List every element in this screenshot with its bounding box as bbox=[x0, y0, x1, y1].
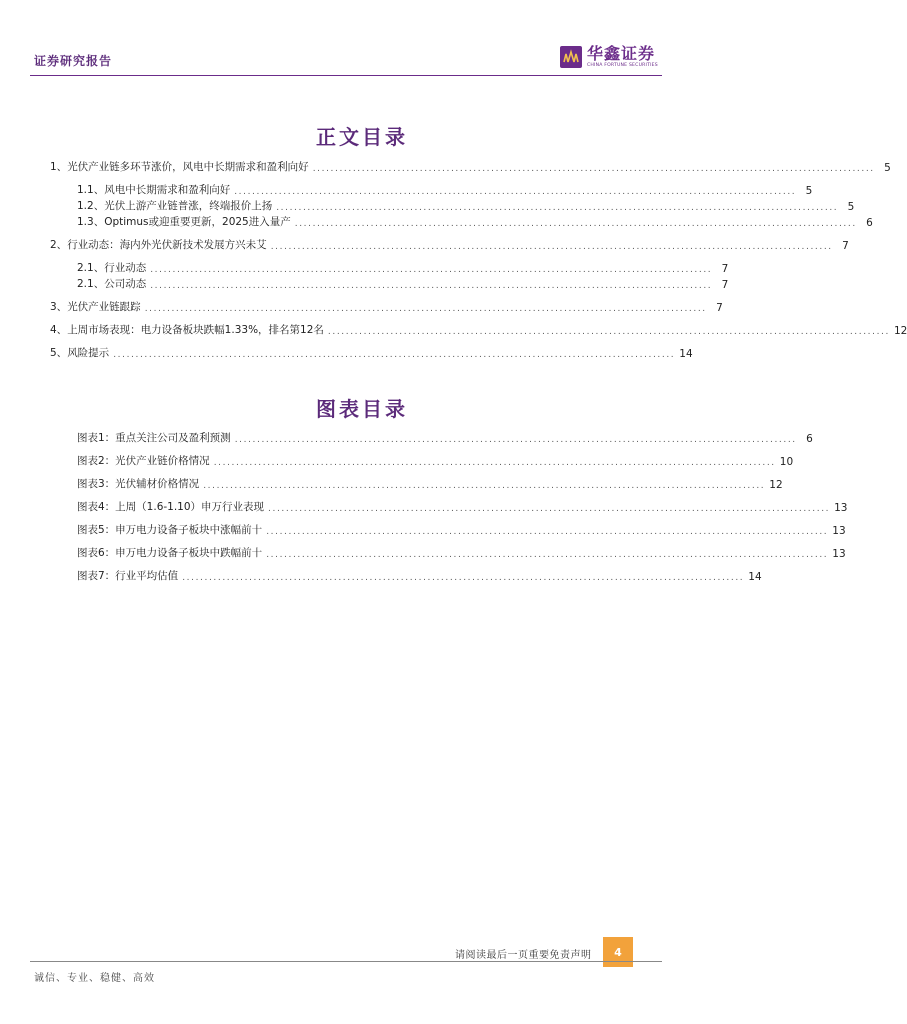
toc-leader-dots: .............................................................................................................................. bbox=[270, 242, 833, 252]
figure-entry-text: 图表3：光伏辅材价格情况 bbox=[77, 478, 200, 490]
figure-entry-page: 13 bbox=[832, 548, 846, 560]
toc-entry-number: 3、 bbox=[50, 301, 68, 313]
figure-entry-text: 图表1：重点关注公司及盈利预测 bbox=[77, 432, 231, 444]
toc-entry-text: Optimus或迎重要更新，2025进入量产 bbox=[104, 216, 291, 228]
toc-entry-page: 5 bbox=[884, 162, 891, 174]
toc-entry-page: 7 bbox=[721, 263, 729, 275]
disclaimer-note: 请阅读最后一页重要免责声明 bbox=[455, 950, 592, 961]
report-type-label: 证券研究报告 bbox=[34, 54, 113, 68]
figure-entry-page: 12 bbox=[769, 479, 783, 491]
toc-entry-page: 7 bbox=[721, 279, 729, 291]
figure-entry-page: 13 bbox=[832, 525, 846, 537]
figure-entry-text: 图表5：申万电力设备子板块中涨幅前十 bbox=[77, 524, 263, 536]
toc-entry-page: 12 bbox=[893, 325, 907, 337]
toc-entry[interactable] bbox=[77, 215, 873, 229]
toc-entry-number: 2.1、 bbox=[77, 262, 105, 274]
toc-leader-dots: .............................................................................................................................. bbox=[144, 304, 707, 314]
toc-leader-dots: .............................................................................................................................. bbox=[266, 550, 829, 560]
toc-entry-number: 1.2、 bbox=[77, 200, 105, 212]
toc-entry-text: 公司动态 bbox=[104, 278, 147, 290]
toc-entry[interactable] bbox=[50, 238, 849, 252]
toc-leader-dots: .............................................................................................................................. bbox=[276, 203, 839, 213]
page-number-badge: 4 bbox=[603, 937, 633, 967]
toc-entry-number: 5、 bbox=[50, 347, 68, 359]
toc-entry[interactable] bbox=[77, 261, 729, 275]
figure-entry[interactable] bbox=[77, 523, 846, 537]
figure-entry-page: 13 bbox=[834, 502, 848, 514]
figure-entry-text: 图表6：申万电力设备子板块中跌幅前十 bbox=[77, 547, 263, 559]
company-slogan: 诚信、专业、稳健、高效 bbox=[34, 973, 155, 984]
toc-entry-number: 2.1、 bbox=[77, 278, 105, 290]
logo-name-en: CHINA FORTUNE SECURITIES bbox=[587, 63, 658, 68]
toc-leader-dots: .............................................................................................................................. bbox=[312, 164, 875, 174]
footer-divider bbox=[30, 961, 662, 962]
toc-leader-dots: .............................................................................................................................. bbox=[234, 435, 797, 445]
toc-entry-number: 1、 bbox=[50, 161, 68, 173]
building-logo-icon bbox=[560, 46, 582, 68]
toc-entry-number: 1.1、 bbox=[77, 184, 105, 196]
toc-entry[interactable] bbox=[50, 346, 693, 360]
toc-entry-text: 风电中长期需求和盈利向好 bbox=[104, 184, 231, 196]
toc-entry-page: 7 bbox=[716, 302, 723, 314]
figure-entry[interactable] bbox=[77, 546, 846, 560]
toc-entry-page: 6 bbox=[866, 217, 873, 229]
toc-entry-text: 光伏上游产业链普涨，终端报价上扬 bbox=[104, 200, 273, 212]
toc-entry-page: 14 bbox=[679, 348, 693, 360]
toc-entry-number: 4、 bbox=[50, 324, 68, 336]
toc-title: 正文目录 bbox=[316, 125, 408, 149]
toc-leader-dots: .............................................................................................................................. bbox=[203, 481, 766, 491]
figure-entry-page: 6 bbox=[806, 433, 813, 445]
figure-entry[interactable] bbox=[77, 431, 813, 445]
toc-leader-dots: .............................................................................................................................. bbox=[150, 265, 713, 275]
figure-entry-text: 图表7：行业平均估值 bbox=[77, 570, 179, 582]
toc-leader-dots: .............................................................................................................................. bbox=[268, 504, 831, 514]
company-logo bbox=[560, 46, 658, 69]
figure-entry-page: 14 bbox=[748, 571, 762, 583]
toc-entry[interactable] bbox=[50, 323, 907, 337]
toc-entry-page: 5 bbox=[847, 201, 855, 213]
toc-entry[interactable] bbox=[77, 183, 813, 197]
toc-entry-text: 风险提示 bbox=[67, 347, 110, 359]
toc-leader-dots: .............................................................................................................................. bbox=[234, 187, 797, 197]
header-divider bbox=[30, 75, 662, 76]
toc-leader-dots: .............................................................................................................................. bbox=[182, 573, 745, 583]
figure-entry-text: 图表2：光伏产业链价格情况 bbox=[77, 455, 210, 467]
figure-entry[interactable] bbox=[77, 477, 783, 491]
figures-title: 图表目录 bbox=[316, 397, 408, 421]
toc-leader-dots: .............................................................................................................................. bbox=[150, 281, 713, 291]
toc-entry-text: 光伏产业链多环节涨价，风电中长期需求和盈利向好 bbox=[67, 161, 309, 173]
figure-entry-text: 图表4：上周（1.6-1.10）申万行业表现 bbox=[77, 501, 265, 513]
toc-entry-page: 7 bbox=[842, 240, 849, 252]
toc-entry-number: 1.3、 bbox=[77, 216, 105, 228]
toc-entry-page: 5 bbox=[805, 185, 813, 197]
toc-leader-dots: .............................................................................................................................. bbox=[266, 527, 829, 537]
toc-leader-dots: .............................................................................................................................. bbox=[213, 458, 776, 468]
logo-name-cn: 华鑫证券 bbox=[587, 44, 656, 63]
figure-entry[interactable] bbox=[77, 500, 848, 514]
figure-entry[interactable] bbox=[77, 569, 762, 583]
toc-entry-text: 上周市场表现：电力设备板块跌幅1.33%，排名第12名 bbox=[67, 324, 324, 336]
toc-leader-dots: .............................................................................................................................. bbox=[327, 327, 890, 337]
toc-entry[interactable] bbox=[50, 160, 891, 174]
toc-entry[interactable] bbox=[50, 300, 723, 314]
toc-entry-text: 光伏产业链跟踪 bbox=[67, 301, 141, 313]
toc-leader-dots: .............................................................................................................................. bbox=[113, 350, 676, 360]
toc-entry[interactable] bbox=[77, 277, 729, 291]
toc-entry-text: 行业动态：海内外光伏新技术发展方兴未艾 bbox=[67, 239, 267, 251]
toc-leader-dots: .............................................................................................................................. bbox=[294, 219, 857, 229]
toc-entry-text: 行业动态 bbox=[104, 262, 147, 274]
toc-entry[interactable] bbox=[77, 199, 855, 213]
figure-entry[interactable] bbox=[77, 454, 794, 468]
toc-entry-number: 2、 bbox=[50, 239, 68, 251]
figure-entry-page: 10 bbox=[779, 456, 794, 468]
